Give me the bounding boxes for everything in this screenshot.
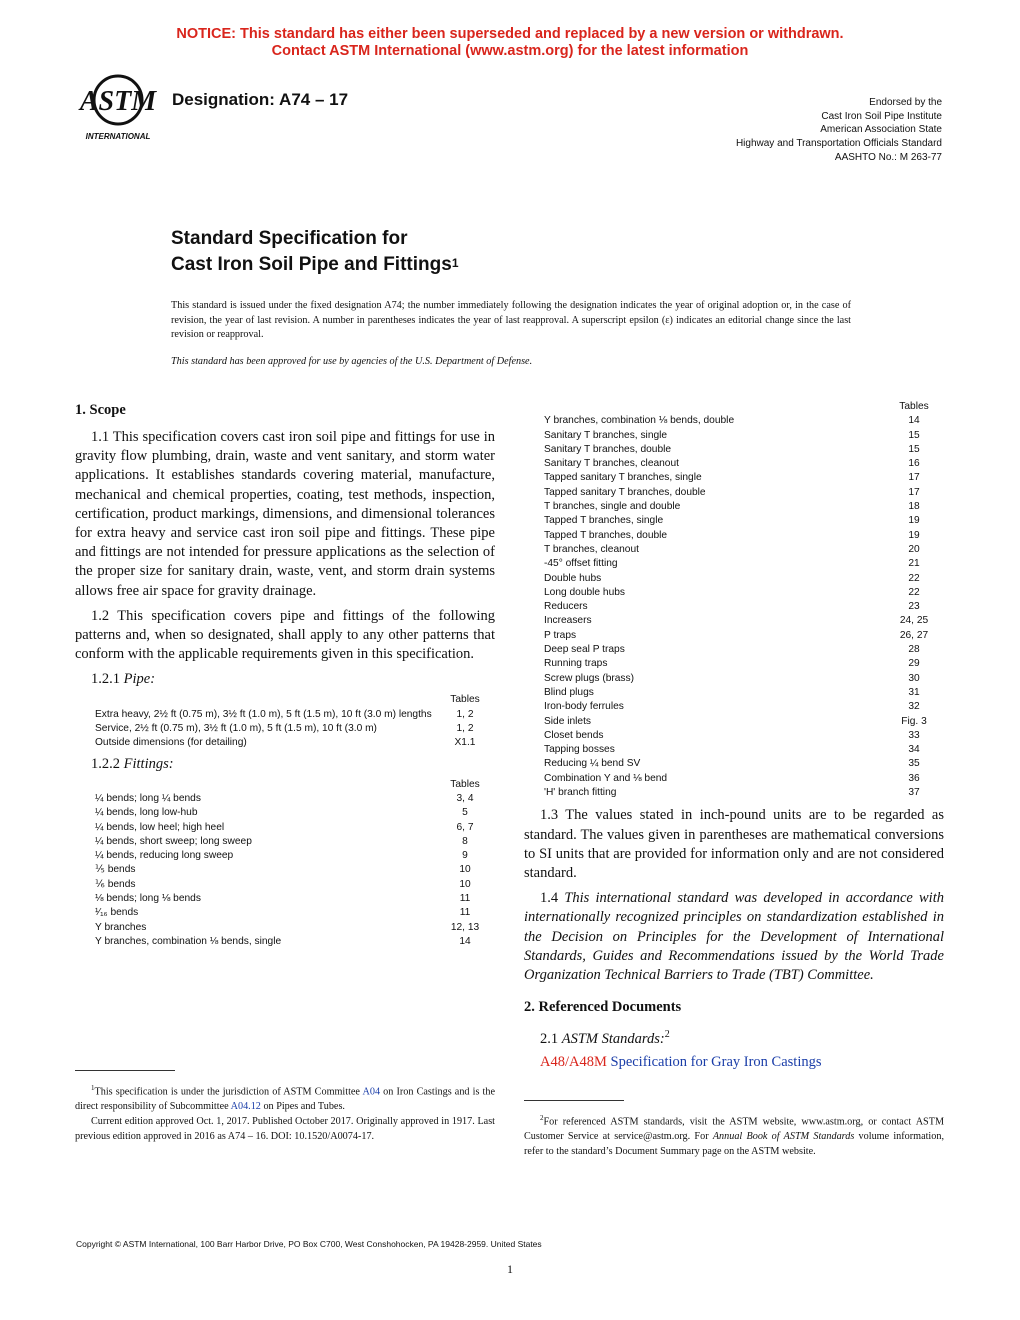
- astm-logo: [76, 72, 162, 144]
- table-row: Outside dimensions (for detailing) X1.1: [95, 737, 476, 749]
- tables-header: Tables: [450, 694, 480, 706]
- table-row: Tapped T branches, double 19: [544, 529, 920, 541]
- document-title: [171, 226, 459, 278]
- table-row: P traps 26, 27: [544, 629, 929, 641]
- title-line-2: Cast Iron Soil Pipe and Fittings: [171, 254, 452, 275]
- footnote-2-ref[interactable]: 2: [664, 1029, 670, 1041]
- footnote-divider: [75, 1070, 175, 1071]
- a48-link[interactable]: A48/A48M: [540, 1053, 607, 1070]
- table-row: -45° offset fitting 21: [544, 558, 920, 570]
- dod-approval: This standard has been approved for use by agencies of the U.S. Department of Defense.: [171, 356, 533, 367]
- svg-text:ASTM: ASTM: [79, 86, 157, 117]
- notice-line-1: NOTICE: This standard has either been superseded and replaced by a new version or withdrawn.: [176, 26, 844, 42]
- table-row: ⅛ bends; long ⅛ bends 11: [95, 893, 471, 904]
- endorsed-line: Endorsed by the: [869, 97, 942, 108]
- table-row: Combination Y and ⅛ bend 36: [544, 772, 920, 784]
- footnote-2: $^2$For referenced ASTM standards, visit the ASTM website, www.astm.org, or contact ASTM Customer Service at service@astm.org. For Annual Book of ASTM Standards volume information, refer to the standard’s Document Summary page on the ASTM website.: [524, 1114, 944, 1158]
- issued-statement: This standard is issued under the fixed designation A74; the number immediately following the designation indicates the year of original adoption or, in the case of revision, the year of last revision. A number in parentheses indicates the year of last reapproval. A superscript epsilon (ε) indicates an editorial change since the last revision or reapproval.: [171, 300, 851, 340]
- logo-text: INTERNATIONAL: [85, 132, 151, 141]
- table-row: Reducing ¼ bend SV 35: [544, 758, 920, 770]
- table-row: Sanitary T branches, single 15: [544, 429, 920, 441]
- pipe-subheading: 1.2.1 Pipe:: [91, 671, 156, 688]
- table-row: ¼ bends; long ¼ bends 3, 4: [95, 792, 474, 804]
- para-1-3: 1.3 The values stated in inch-pound units are to be regarded as standard. The values given in parentheses are mathematical conversions to SI units that are provided for information only and are not considered standard.: [524, 807, 944, 881]
- table-row: Reducers 23: [544, 601, 920, 613]
- para-1-1: 1.1 This specification covers cast iron soil pipe and fittings for use in gravity flow plumbing, drain, waste and vent sanitary, and storm water applications. It establishes standards covering material, manufacture, mechanical and chemical properties, coating, test methods, inspection, certification, product markings, dimensions, and dimensional tolerances for extra heavy and service cast iron soil pipe and fittings. These pipe and fittings are not intended for pressure applications as the selection of the proper size for sanitary drain, waste, vent, and storm drain systems allows free air space for gravity drainage.: [75, 429, 495, 599]
- para-1-4: 1.4 This international standard was developed in accordance with internationally recognized principles on standardization established in the Decision on Principles for the Development of International Standards, Guides and Recommendations issued by the World Trade Organization Technical Barriers to Trade (TBT) Committee.: [524, 890, 944, 983]
- right-column: [524, 400, 944, 1076]
- table-row: Sanitary T branches, cleanout 16: [544, 458, 920, 470]
- table-row: Y branches, combination ⅛ bends, double 14: [544, 415, 920, 427]
- notice-banner: [0, 26, 1020, 60]
- left-column: [75, 400, 495, 949]
- notice-line-2: Contact ASTM International (www.astm.org) for the latest information: [271, 43, 749, 59]
- table-row: Deep seal P traps 28: [544, 644, 920, 656]
- table-row: Tapped sanitary T branches, double 17: [544, 486, 920, 498]
- para-1-2: 1.2 This specification covers pipe and fittings of the following patterns and, when so designated, shall apply to any other patterns that conform with the applicable requirements given in this specification.: [75, 607, 495, 663]
- table-row: Side inlets Fig. 3: [544, 715, 927, 727]
- table-row: ¹⁄₁₆ bends 11: [95, 907, 471, 919]
- table-row: Iron-body ferrules 32: [544, 701, 920, 713]
- endorsed-line: American Association State: [820, 124, 942, 136]
- table-row: ¼ bends, short sweep; long sweep 8: [95, 835, 468, 847]
- table-row: Y branches, combination ⅛ bends, single 14: [95, 935, 471, 947]
- table-row: Y branches 12, 13: [95, 921, 480, 933]
- table-row: Tapped T branches, single 19: [544, 515, 920, 527]
- a48-reference: [540, 1053, 944, 1072]
- endorsed-line: Cast Iron Soil Pipe Institute: [821, 110, 942, 122]
- copyright: Copyright © ASTM International, 100 Barr Harbor Drive, PO Box C700, West Conshohocken, PA 19428-2959. United States: [76, 1239, 542, 1249]
- footnote-divider: [524, 1100, 624, 1101]
- a04-12-link[interactable]: A04.12: [230, 1101, 261, 1113]
- endorsed-line: Highway and Transportation Officials Standard: [735, 138, 942, 150]
- footnote-1: $^1$This specification is under the jurisdiction of ASTM Committee A04 on Iron Castings and is the direct responsibility of Subcommittee A04.12 on Pipes and Tubes. Current edition approved Oct. 1, 2017. Published October 2017. Originally approved in 1917. Last previous edition approved in 2016 as A74 – 16. DOI: 10.1520/A0074-17.: [75, 1084, 495, 1143]
- endorsed-block: [736, 96, 942, 165]
- table-row: Running traps 29: [544, 658, 920, 670]
- tables-header: Tables: [450, 778, 480, 790]
- table-row: Service, 2½ ft (0.75 m), 3½ ft (1.0 m), 5 ft (1.5 m), 10 ft (3.0 m) 1, 2: [95, 723, 474, 735]
- a04-link[interactable]: A04: [362, 1086, 381, 1098]
- table-row: Long double hubs 22: [544, 586, 920, 598]
- table-row: Tapping bosses 34: [544, 744, 920, 756]
- a48-title-link[interactable]: Specification for Gray Iron Castings: [610, 1053, 822, 1070]
- designation: Designation: A74 – 17: [172, 90, 349, 109]
- table-row: Sanitary T branches, double 15: [544, 443, 920, 455]
- section-2-heading: 2. Referenced Documents: [524, 999, 682, 1016]
- fittings-table: [95, 778, 495, 950]
- title-line-1: Standard Specification for: [171, 228, 408, 249]
- page-number: 1: [507, 1262, 513, 1276]
- tables-header: Tables: [899, 401, 929, 412]
- para-2-1: 2.1 ASTM Standards:$^2$: [540, 1029, 670, 1047]
- table-row: Tapped sanitary T branches, single 17: [544, 472, 920, 484]
- table-row: Closet bends 33: [544, 729, 920, 741]
- section-1-heading: 1. Scope: [75, 402, 126, 418]
- table-row: T branches, single and double 18: [544, 501, 920, 513]
- endorsed-line: AASHTO No.: M 263-77: [834, 151, 942, 163]
- table-row: Screw plugs (brass) 30: [544, 672, 920, 684]
- table-row: Blind plugs 31: [544, 686, 920, 698]
- title-footnote-ref[interactable]: 1: [451, 256, 459, 270]
- fittings-table-continued: [544, 400, 944, 800]
- table-row: 'H' branch fitting 37: [544, 787, 920, 799]
- table-row: ⅙ bends 10: [95, 878, 471, 890]
- table-row: T branches, cleanout 20: [544, 543, 920, 555]
- table-row: Double hubs 22: [544, 572, 920, 584]
- table-row: Extra heavy, 2½ ft (0.75 m), 3½ ft (1.0 m), 5 ft (1.5 m), 10 ft (3.0 m) lengths 1, 2: [95, 708, 474, 720]
- table-row: ¼ bends, long low-hub 5: [95, 807, 468, 819]
- table-row: Increasers 24, 25: [544, 615, 929, 627]
- table-row: ¼ bends, low heel; high heel 6, 7: [95, 821, 474, 833]
- table-row: ⅕ bends 10: [95, 864, 471, 876]
- fittings-subheading: 1.2.2 Fittings:: [91, 755, 174, 772]
- table-row: ¼ bends, reducing long sweep 9: [95, 850, 468, 862]
- pipe-table: [95, 693, 495, 750]
